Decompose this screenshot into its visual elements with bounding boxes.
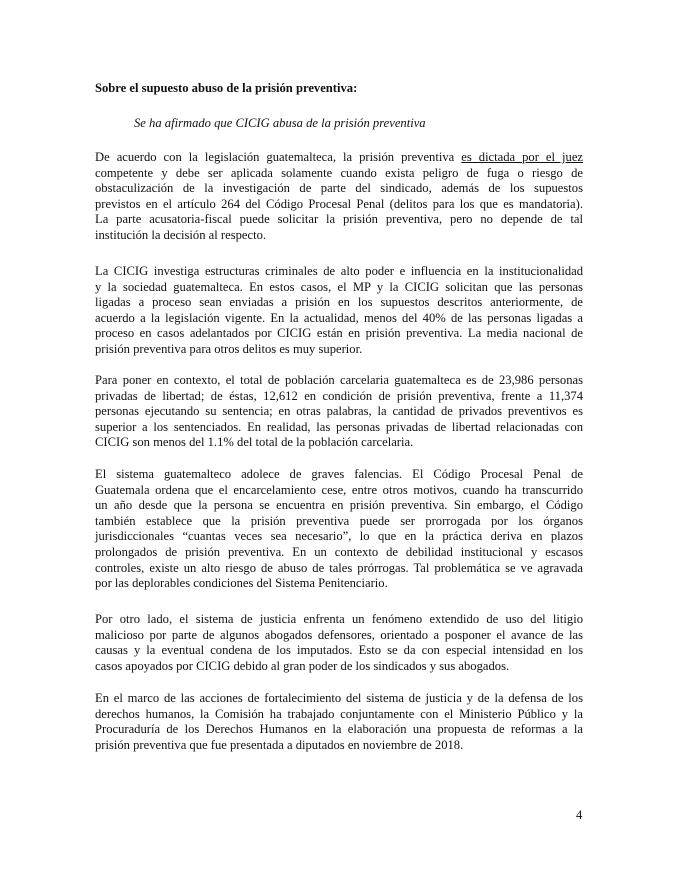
- paragraph-6: [95, 691, 583, 753]
- paragraph-4: [95, 467, 583, 592]
- text-line: [95, 467, 583, 483]
- line-text: proceso en casos adelantados por CICIG están en prisión preventiva. La media nacional de: [95, 326, 583, 341]
- line-text: previstos en el artículo 264 del Código Procesal Penal (delitos para los que es mandatoria).: [95, 196, 583, 211]
- paragraph-5: [95, 612, 583, 674]
- line-text: también establece que la prisión preventiva puede ser prorrogada por los órganos: [95, 513, 583, 528]
- paragraph-2: [95, 264, 583, 358]
- underlined-text: es dictada por el juez: [461, 150, 584, 164]
- line-text: prisión preventiva para otros delitos es muy superior.: [95, 341, 363, 356]
- text-line: [95, 295, 583, 311]
- line-text: jurisdiccionales “cuantas veces sea necesario”, lo que en la práctica deriva en plazos: [95, 529, 583, 544]
- text-line: [95, 691, 583, 707]
- text-line: [95, 181, 583, 197]
- text-line: [95, 311, 583, 327]
- line-text: derechos humanos, la Comisión ha trabajado conjuntamente con el Ministerio Público y la: [95, 706, 583, 721]
- line-text: personas ejecutando su sentencia; en otras palabras, la cantidad de privados preventivos es: [95, 404, 583, 419]
- text-line: [95, 514, 583, 530]
- line-text: controles, existe un alto riesgo de abuso de tales prórrogas. Tal problemática se ve agravada: [95, 560, 583, 575]
- text-line: [95, 707, 583, 723]
- text-line: [95, 389, 583, 405]
- line-text: La parte acusatoria-fiscal puede solicitar la prisión preventiva, pero no depende de tal: [95, 212, 583, 227]
- text-line: [95, 722, 583, 738]
- line-text: El sistema guatemalteco adolece de graves falencias. El Código Procesal Penal de: [95, 467, 583, 481]
- line-text: institución la decisión al respecto.: [95, 227, 267, 242]
- text-line: [95, 342, 583, 358]
- line-text: competente: [95, 165, 154, 180]
- text-line: [95, 264, 583, 280]
- line-text: casos apoyados por CICIG debido al gran poder de los sindicados y sus abogados.: [95, 658, 510, 673]
- text-line: [95, 576, 583, 592]
- line-text: Para poner en contexto, el total de población carcelaria guatemalteca es de 23,986 personas: [95, 373, 583, 387]
- section-subheading: Se ha afirmado que CICIG abusa de la prisión preventiva: [134, 116, 426, 130]
- line-text: privadas de libertad; de éstas, 12,612 en condición de prisión preventiva, frente a 11,374: [95, 388, 583, 403]
- line-text: un año desde que la persona se encuentra en prisión preventiva. Sin embargo, el Código: [95, 498, 583, 513]
- text-line: [95, 420, 583, 436]
- text-line: [95, 212, 583, 228]
- line-text: CICIG son menos del 1.1% del total de la población carcelaria.: [95, 435, 414, 450]
- page-number: 4: [576, 808, 583, 822]
- line-text: y debe ser aplicada solamente cuando exista peligro de fuga o riesgo de: [153, 165, 583, 180]
- text-line: [95, 228, 583, 244]
- text-line: [95, 643, 583, 659]
- line-text: prolongados de prisión preventiva. En un contexto de debilidad institucional y escasos: [95, 544, 583, 559]
- line-text: prisión preventiva que fue presentada a diputados en noviembre de 2018.: [95, 737, 464, 752]
- text-line: [95, 545, 583, 561]
- text-line: [95, 326, 583, 342]
- text-line: [95, 404, 583, 420]
- line-text: Guatemala ordena que el encarcelamiento cese, entre otros motivos, cuando ha transcurrido: [95, 482, 583, 497]
- line-text: La CICIG investiga estructuras criminales de alto poder e influencia en la institucionalidad: [95, 264, 583, 278]
- line-text: En el marco de las acciones de fortalecimiento del sistema de justicia y de la defensa de los: [95, 691, 583, 705]
- line-text: y la sociedad guatemalteca. En estos casos, el MP y la CICIG solicitan que las personas: [95, 279, 583, 294]
- line-text: Por otro lado, el sistema de justicia enfrenta un fenómeno extendido de uso del litigio: [95, 612, 583, 626]
- paragraph-1: [95, 150, 583, 244]
- line-text: ligadas a proceso sean enviadas a prisión en los supuestos descritos anteriormente, de: [95, 295, 583, 310]
- text-line: [95, 373, 583, 389]
- text-line: [95, 738, 583, 754]
- paragraph-3: [95, 373, 583, 451]
- line-text: Procuraduría de los Derechos Humanos en la elaboración una propuesta de reformas a la: [95, 722, 583, 737]
- text-line: [95, 197, 583, 213]
- text-line: [95, 483, 583, 499]
- text-line: [95, 561, 583, 577]
- section-heading: Sobre el supuesto abuso de la prisión preventiva:: [95, 81, 358, 95]
- text-line: [95, 150, 583, 166]
- text-line: [95, 529, 583, 545]
- text-line: [95, 498, 583, 514]
- line-text: causas y la eventual condena de los imputados. Esto se da con especial intensidad en los: [95, 643, 583, 658]
- line-text: superior a los sentenciados. En realidad, las personas privadas de libertad relacionadas con: [95, 419, 583, 434]
- text-line: [95, 280, 583, 296]
- text-line: [95, 435, 583, 451]
- text-line: [95, 659, 583, 675]
- line-text: por las deplorables condiciones del Sistema Penitenciario.: [95, 576, 388, 591]
- line-text: acuerdo a la legislación vigente. En la actualidad, menos del 40% de las personas ligadas a: [95, 310, 583, 325]
- text-line: [95, 166, 583, 182]
- text-line: [95, 612, 583, 628]
- line-text: obstaculización de la investigación de parte del sindicado, además de los supuestos: [95, 181, 583, 196]
- line-text: malicioso por parte de algunos abogados defensores, orientado a posponer el avance de las: [95, 627, 583, 642]
- text-line: [95, 628, 583, 644]
- line-text: De acuerdo con la legislación guatemalteca, la prisión preventiva: [95, 150, 462, 164]
